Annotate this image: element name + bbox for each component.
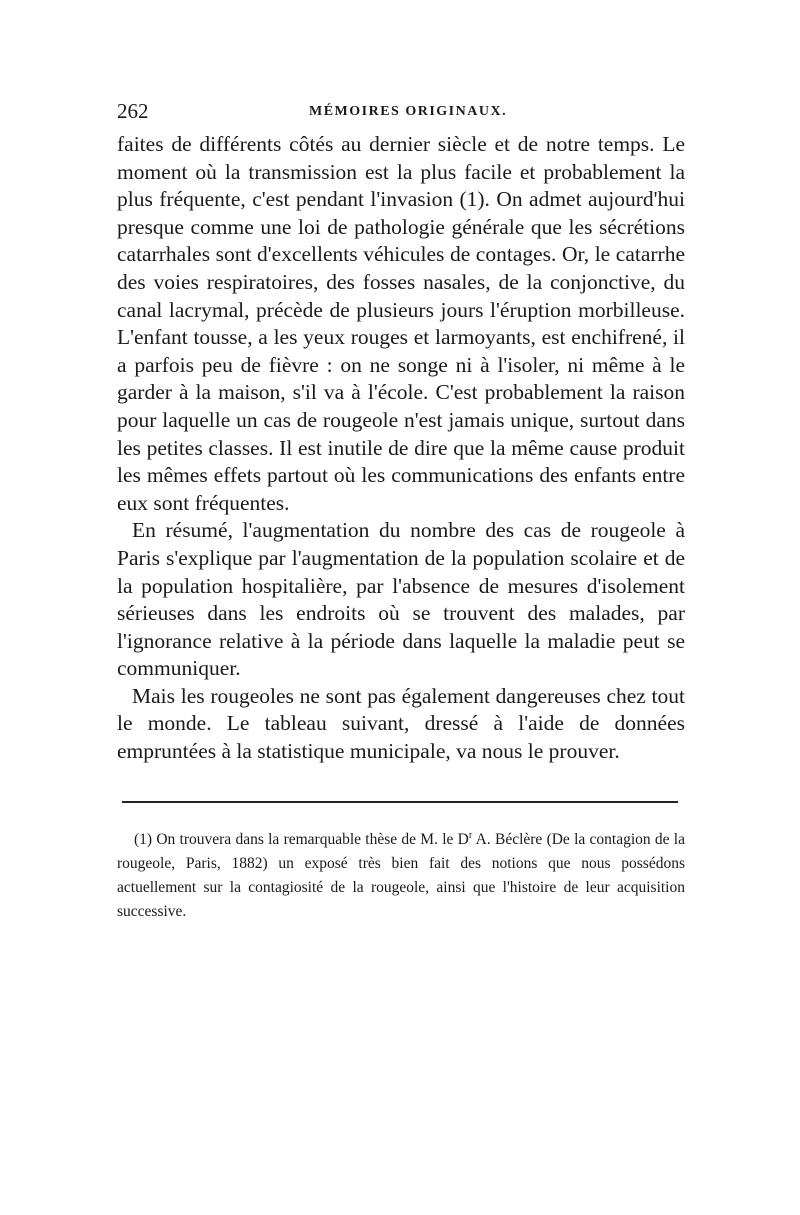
paragraph-summary: En résumé, l'augmentation du nombre des cas de rougeole à Paris s'explique par l'augmentation de la population scolaire et de la population hospitalière, par l'absence de mesures d'isolement sérieuses dans les endroits où se trouvent des malades, par l'ignorance relative à la période dans laquelle la maladie peut se communiquer. <box>117 518 685 681</box>
paragraph-table-intro: Mais les rougeoles ne sont pas également dangereuses chez tout le monde. Le tableau suivant, dressé à l'aide de données empruntées à la statistique municipale, va nous le prouver. <box>117 683 685 764</box>
body-text <box>117 131 685 766</box>
running-head: MÉMOIRES ORIGINAUX. <box>309 104 508 119</box>
footnote-text <box>117 828 685 924</box>
page-number: 262 <box>117 99 149 123</box>
footnote <box>117 828 685 924</box>
footnote-text-end: A. Béclère (De la contagion de la rougeole, Paris, 1882) un exposé très bien fait des notions que nous possédons actuellement sur la contagiosité de la rougeole, ainsi que l'histoire de leur acquisition successive. <box>117 831 685 920</box>
footnote-divider <box>122 801 678 803</box>
footnote-text-start: (1) On trouvera dans la remarquable thèse de M. le D <box>134 831 469 848</box>
page-header <box>117 96 685 126</box>
footnote-superscript: r <box>468 829 473 841</box>
paragraph-continuation: faites de différents côtés au dernier siècle et de notre temps. Le moment où la transmission est la plus facile et probablement la plus fréquente, c'est pendant l'invasion (1). On admet aujourd'hui presque comme une loi de pathologie générale que les sécrétions catarrhales sont d'excellents véhicules de contages. Or, le catarrhe des voies respiratoires, des fosses nasales, de la conjonctive, du canal lacrymal, précède de plusieurs jours l'éruption morbilleuse. L'enfant tousse, a les yeux rouges et larmoyants, est enchifrené, il a parfois peu de fièvre : on ne songe ni à l'isoler, ni même à le garder à la maison, s'il va à l'école. C'est probablement la raison pour laquelle un cas de rougeole n'est jamais unique, surtout dans les petites classes. Il est inutile de dire que la même cause produit les mêmes effets partout où les communications des enfants entre eux sont fréquentes. <box>117 132 685 515</box>
